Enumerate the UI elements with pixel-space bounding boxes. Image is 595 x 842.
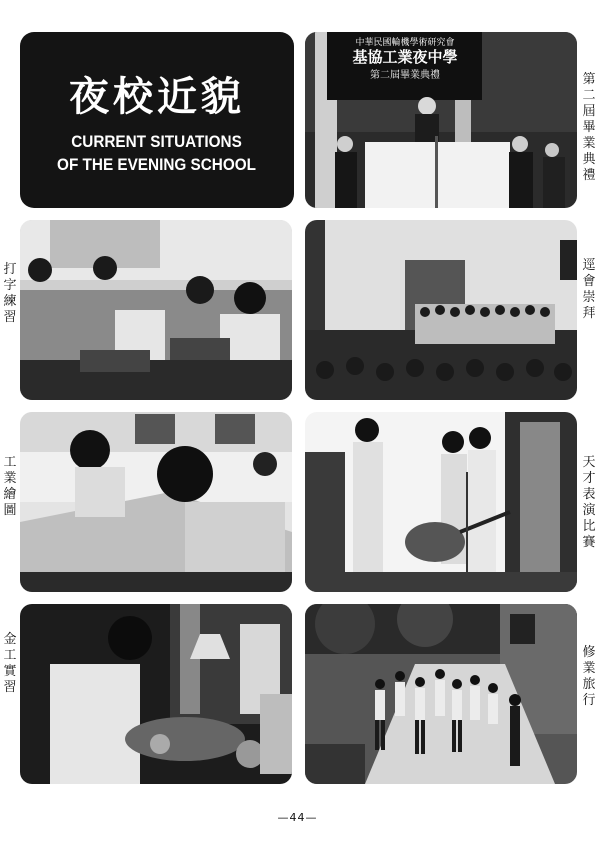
title-english-line1: CURRENT SITUATIONS — [71, 131, 243, 151]
typing-practice-image — [20, 220, 292, 400]
photo-graduation-ceremony — [305, 32, 577, 208]
industrial-drawing-image — [20, 412, 292, 592]
talent-show-image — [305, 412, 577, 592]
caption-talent: 天才表演比賽 — [582, 455, 595, 550]
banner-line3: 第二屆畢業典禮 — [370, 70, 440, 81]
caption-metalwork: 金工實習 — [3, 632, 17, 695]
title-english — [58, 130, 257, 176]
title-chinese: 夜校近貌 — [69, 72, 245, 120]
caption-drawing: 工業繪圖 — [3, 455, 17, 518]
photo-talent-show — [305, 412, 577, 592]
farewell-worship-image — [305, 220, 577, 400]
page-number: —44— — [277, 811, 318, 824]
photo-typing-practice — [20, 220, 292, 400]
caption-graduation: 第二屆畢業典禮 — [582, 72, 595, 183]
photo-industrial-drawing — [20, 412, 292, 592]
caption-trip: 修業旅行 — [582, 645, 595, 708]
photo-study-trip — [305, 604, 577, 784]
title-english-line2: OF THE EVENING SCHOOL — [57, 154, 257, 174]
caption-farewell: 逕會崇拜 — [582, 258, 595, 321]
caption-typing: 打字練習 — [3, 262, 17, 325]
banner-line1: 中華民國輪機學術研究會 — [355, 38, 455, 48]
photo-farewell-worship — [305, 220, 577, 400]
photo-metalwork — [20, 604, 292, 784]
graduation-ceremony-image — [305, 32, 577, 208]
metalwork-image — [20, 604, 292, 784]
banner-line2: 基協工業夜中學 — [352, 48, 458, 66]
study-trip-image — [305, 604, 577, 784]
title-block — [20, 32, 294, 208]
